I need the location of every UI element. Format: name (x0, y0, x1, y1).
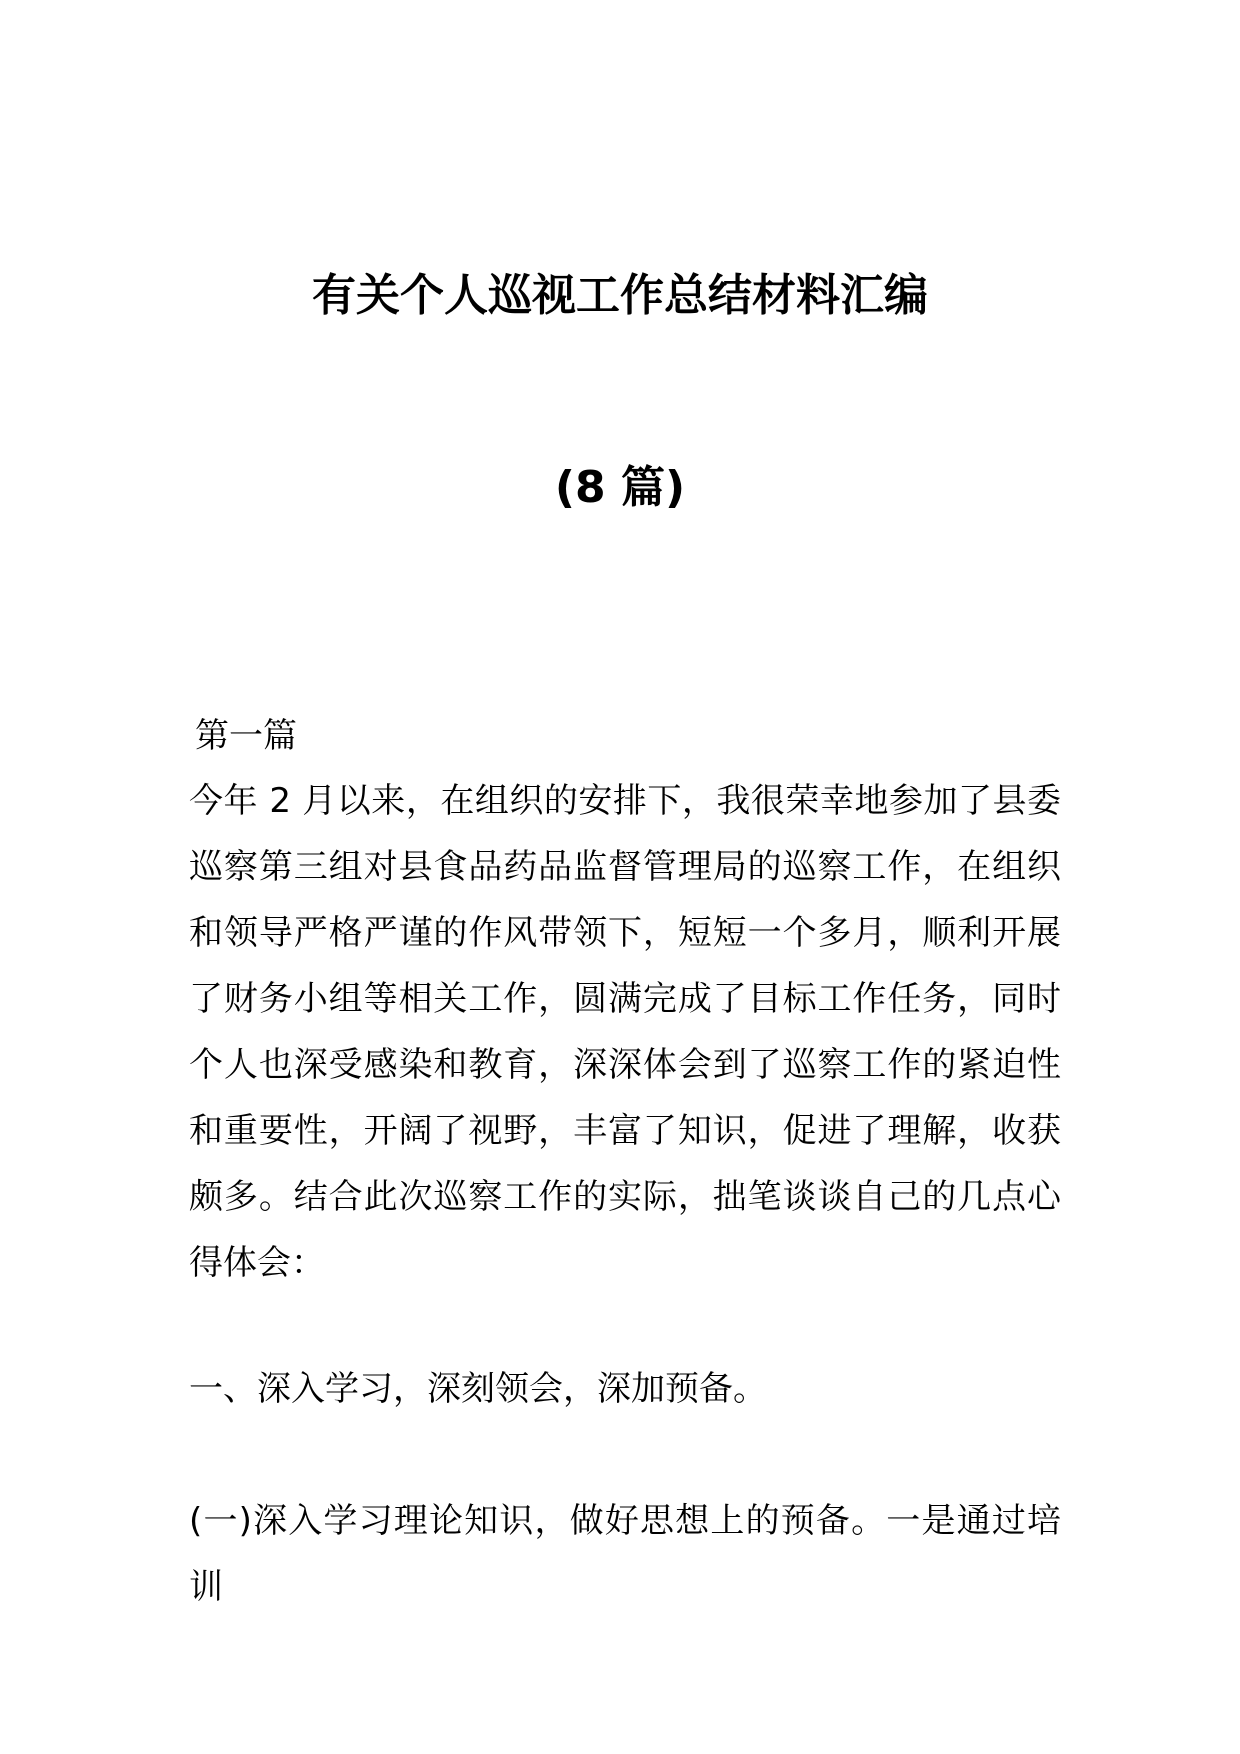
document-title: 有关个人巡视工作总结材料汇编 (312, 270, 928, 321)
subsection-paragraph: (一)深入学习理论知识，做好思想上的预备。一是通过培训 (189, 1501, 1061, 1607)
body-paragraph: 今年 2 月以来，在组织的安排下，我很荣幸地参加了县委巡察第三组对县食品药品监督管理局的巡察工作，在组织和领导严格严谨的作风带领下，短短一个多月，顺利开展了财务小组等相关工作，圆满完成了目标工作任务，同时个人也深受感染和教育，深深体会到了巡察工作的紧迫性和重要性，开阔了视野，丰富了知识，促进了理解，收获颇多。结合此次巡察工作的实际，拙笔谈谈自己的几点心得体会： (189, 781, 1061, 1283)
chapter-label: 第一篇 (195, 716, 297, 756)
section-heading: 一、深入学习，深刻领会，深加预备。 (189, 1369, 767, 1409)
document-subtitle: (8 篇) (554, 462, 686, 513)
